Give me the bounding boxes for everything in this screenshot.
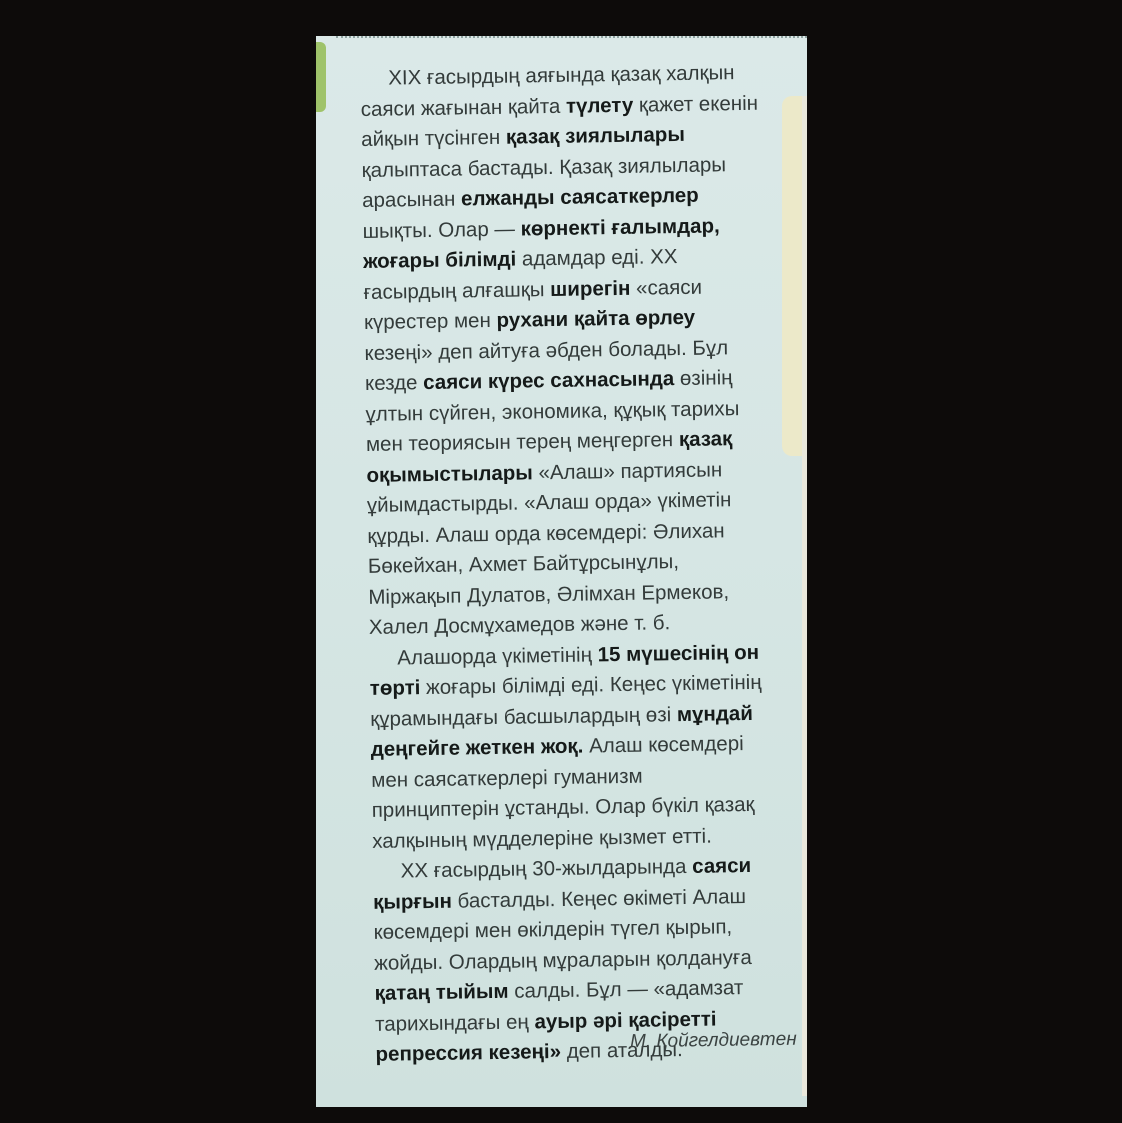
text-run: басталды. Кеңес өкіметі Алаш көсемдері мен өкілдерін түгел қырып, жойды. Олардың мұраларын қолдануға xyxy=(373,884,752,975)
bold-phrase: қазақ оқымыстылары xyxy=(366,427,733,487)
text-run: өзінің ұлтын сүйген, экономика, құқық тарихы мен теориясын терең меңгерген xyxy=(365,366,740,456)
article-text xyxy=(360,58,776,1071)
page-edge-tab xyxy=(316,42,326,112)
text-run: XX ғасырдың 30-жылдарында xyxy=(400,854,693,883)
bold-phrase: мұндай деңгейге жеткен жоқ. xyxy=(370,701,753,761)
text-run: шықты. Олар — xyxy=(362,216,521,243)
text-run: «саяси күрестер мен xyxy=(363,275,703,334)
bold-phrase: 15 мүшесінің он төрті xyxy=(369,640,760,700)
text-run: кезеңі» деп айтуға әбден болады. Бұл кезде xyxy=(364,335,729,395)
bold-phrase: рухани қайта өрлеу xyxy=(496,305,696,332)
bold-phrase: қатаң тыйым xyxy=(374,979,509,1005)
paragraph xyxy=(369,637,772,857)
text-run: «Алаш» партиясын ұйымдастырды. «Алаш орда» үкіметін құрды. Алаш орда көсемдері: Әлихан Бөкейхан, Ахмет Байтұрсынұлы, Міржақып Дулатов, Әлімхан Ермеков, Халел Досмұхамедов және т. б. xyxy=(366,457,732,639)
text-run: Алаш көсемдері мен саясаткерлері гуманизм принциптерін ұстанды. Олар бүкіл қазақ халқының мүдделеріне қызмет етті. xyxy=(371,732,755,853)
text-run: адамдар еді. XX ғасырдың алғашқы xyxy=(363,245,678,304)
text-run: салды. Бұл — «адамзат тарихындағы ең xyxy=(374,976,744,1036)
bold-phrase: қазақ зиялылары xyxy=(505,122,686,149)
bold-phrase: елжанды саясаткерлер xyxy=(460,183,699,211)
bold-phrase: ширегін xyxy=(549,276,631,301)
text-run: қажет екенін айқын түсінген xyxy=(361,91,759,151)
book-page xyxy=(316,36,807,1107)
text-run: Алашорда үкіметінің xyxy=(397,642,598,669)
bold-phrase: саяси күрес сахнасында xyxy=(423,367,675,395)
attribution: М. Қойгелдиевтен xyxy=(630,1028,798,1053)
bold-phrase: түлету xyxy=(565,93,634,118)
text-run: қалыптаса бастады. Қазақ зиялылары арасынан xyxy=(361,152,727,212)
text-run: XIX ғасырдың аяғында қазақ халқын саяси жағынан қайта xyxy=(360,61,735,121)
text-run: жоғары білімді еді. Кеңес үкіметінің құрамындағы басшылардың өзі xyxy=(370,670,762,731)
bold-phrase: көрнекті ғалымдар, жоғары білімді xyxy=(362,213,720,273)
text-run: деп аталды. xyxy=(560,1038,683,1063)
bold-phrase: ауыр әрі қасіретті репрессия кезеңі» xyxy=(375,1007,717,1066)
dotted-rule xyxy=(336,36,807,42)
paragraph xyxy=(360,58,769,644)
bold-phrase: саяси қырғын xyxy=(372,853,752,914)
adjacent-page-edge xyxy=(802,96,807,1096)
